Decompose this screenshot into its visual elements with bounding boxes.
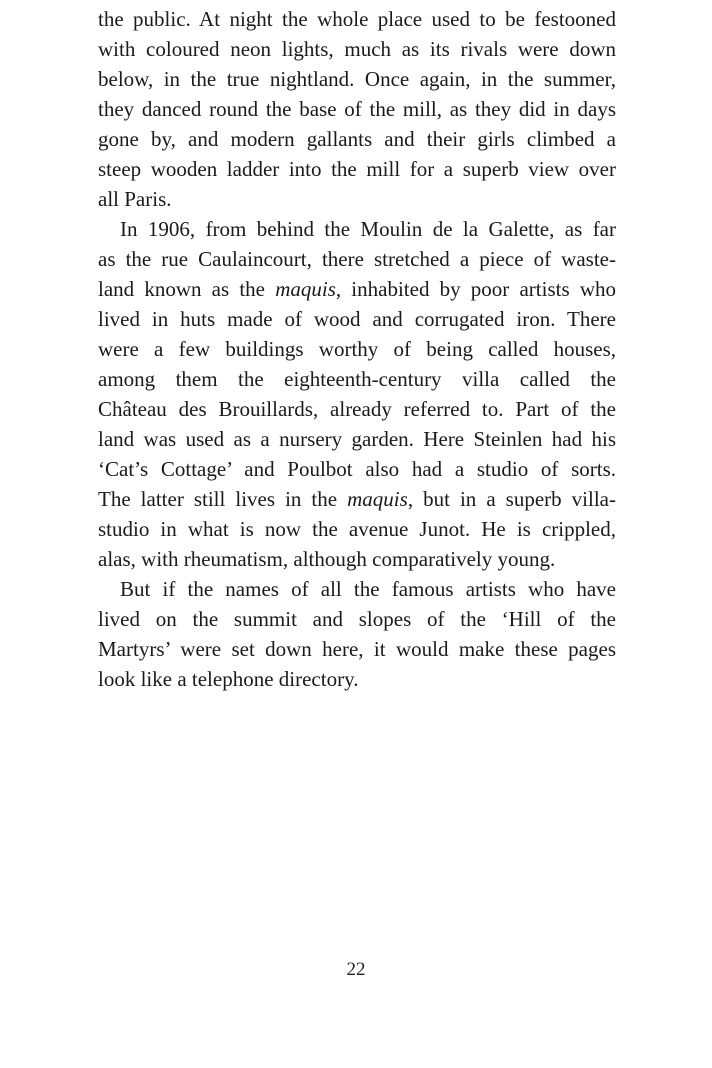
text-line: land known as the maquis, inhabited by poor artists who <box>98 277 616 301</box>
text-line: Château des Brouillards, already referred to. Part of the <box>98 397 616 421</box>
text-line: as the rue Caulaincourt, there stretched a piece of waste- <box>98 247 616 271</box>
body-text <box>98 4 616 694</box>
text-line: The latter still lives in the maquis, but in a superb villa- <box>98 487 616 511</box>
text-line: lived in huts made of wood and corrugated iron. There <box>98 307 616 331</box>
page-number: 22 <box>346 959 366 980</box>
text-line: studio in what is now the avenue Junot. He is crippled, <box>98 517 616 541</box>
text-line: ‘Cat’s Cottage’ and Poulbot also had a studio of sorts. <box>98 457 616 481</box>
text-line: steep wooden ladder into the mill for a superb view over <box>98 157 616 181</box>
text-line: lived on the summit and slopes of the ‘Hill of the <box>98 607 616 631</box>
text-line: the public. At night the whole place used to be festooned <box>98 7 616 31</box>
text-line: gone by, and modern gallants and their girls climbed a <box>98 127 616 151</box>
paragraph <box>98 574 616 694</box>
paragraph <box>98 4 616 214</box>
text-line: Martyrs’ were set down here, it would make these pages <box>98 637 616 661</box>
text-line: all Paris. <box>98 187 172 211</box>
text-line: among them the eighteenth-century villa called the <box>98 367 616 391</box>
text-line: look like a telephone directory. <box>98 667 359 691</box>
text-line: land was used as a nursery garden. Here Steinlen had his <box>98 427 616 451</box>
text-line: below, in the true nightland. Once again, in the summer, <box>98 67 616 91</box>
text-line: But if the names of all the famous artists who have <box>120 577 616 601</box>
paragraph <box>98 214 616 574</box>
text-line: alas, with rheumatism, although comparatively young. <box>98 547 556 571</box>
text-line: with coloured neon lights, much as its rivals were down <box>98 37 616 61</box>
text-line: were a few buildings worthy of being called houses, <box>98 337 616 361</box>
text-line: they danced round the base of the mill, as they did in days <box>98 97 616 121</box>
text-line: In 1906, from behind the Moulin de la Galette, as far <box>120 217 616 241</box>
